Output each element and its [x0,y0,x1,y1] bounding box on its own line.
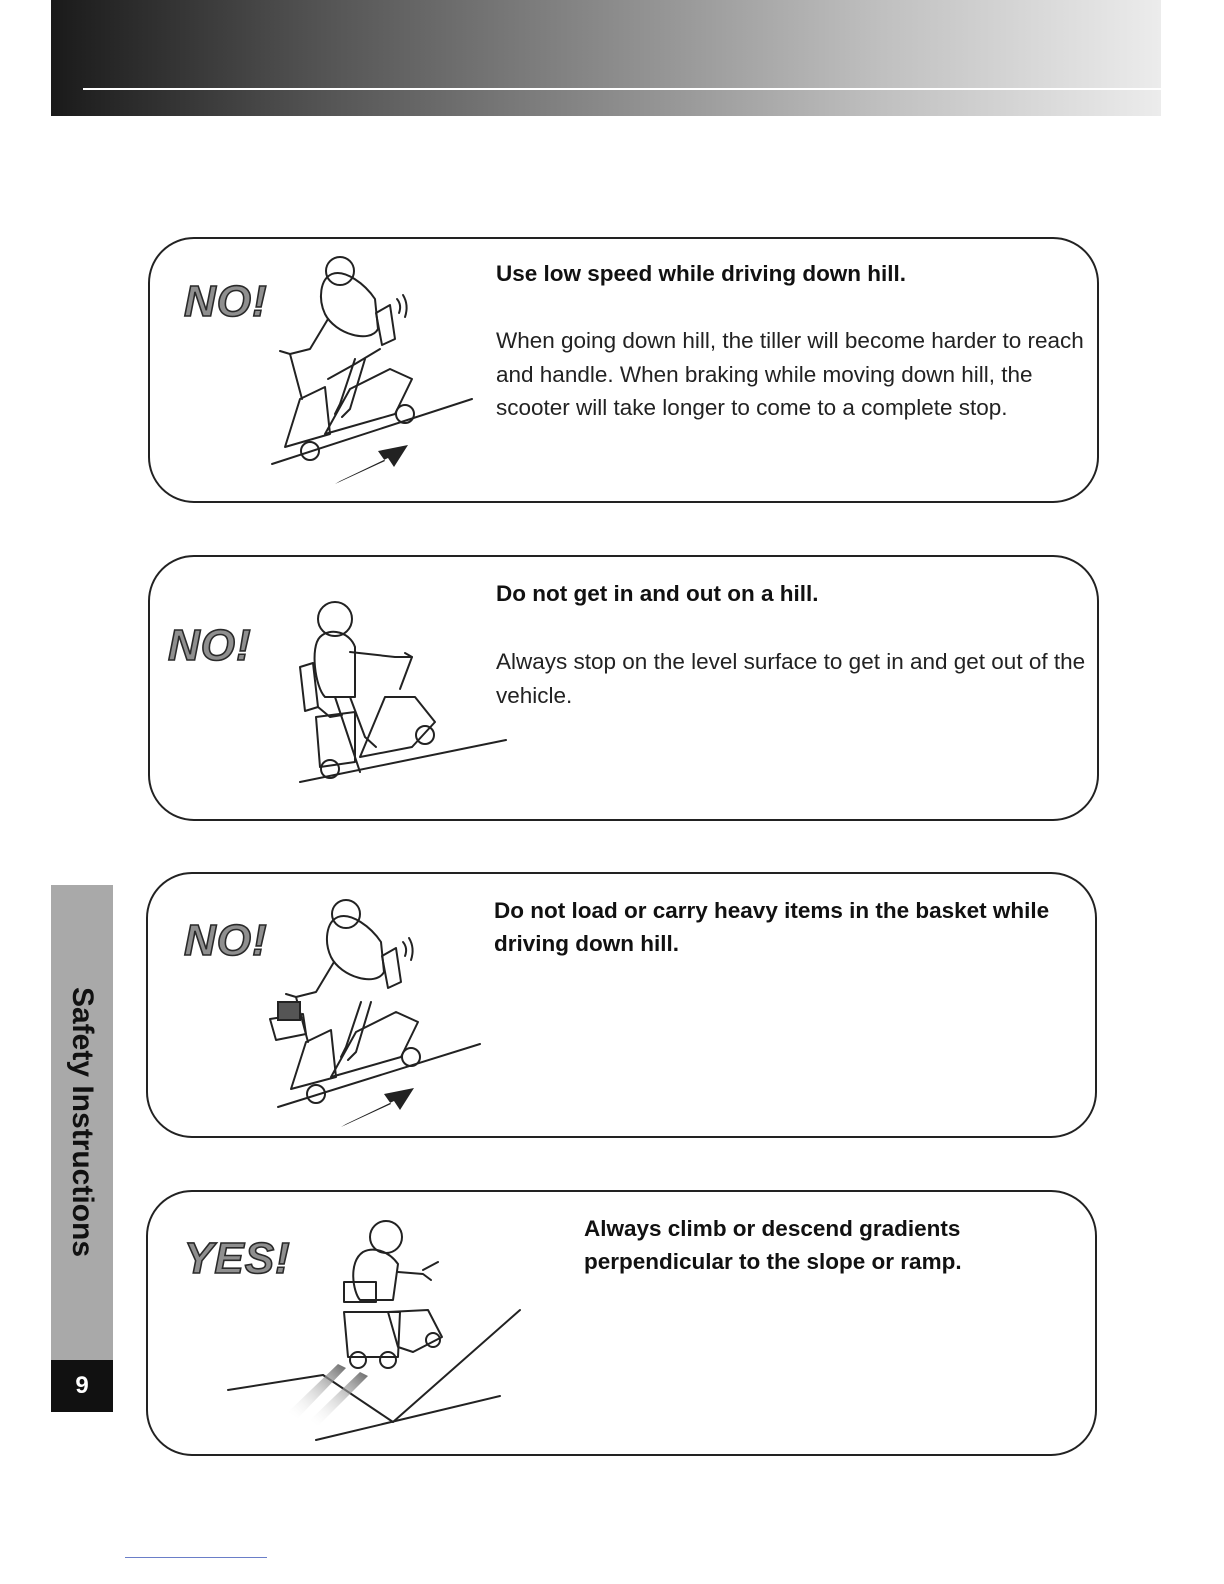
page-number: 9 [51,1360,113,1412]
card-title: Do not load or carry heavy items in the basket while driving down hill. [494,898,1050,956]
instruction-card-4 [146,1190,1097,1456]
verdict-label: NO! [184,916,268,965]
footer-line [125,1557,267,1558]
instruction-card-1 [148,237,1099,503]
section-tab-label: Safety Instructions [66,986,99,1258]
verdict-label: NO! [184,277,268,326]
instruction-card-3 [146,872,1097,1138]
scooter-basket-downhill-illustration [148,874,488,1136]
scooter-perpendicular-ramp-illustration [148,1192,568,1454]
scooter-hill-exit-illustration [150,557,510,819]
header-band [51,0,1161,116]
card-body: When going down hill, the tiller will become harder to reach and handle. When braking while moving down hill, the scooter will take longer to come to a complete stop. [496,328,1084,420]
header-rule [83,88,1161,90]
verdict-label: NO! [168,621,252,670]
instruction-card-2 [148,555,1099,821]
card-title: Use low speed while driving down hill. [496,261,907,286]
card-title: Do not get in and out on a hill. [496,581,819,606]
verdict-label: YES! [184,1234,291,1283]
card-body: Always stop on the level surface to get in and get out of the vehicle. [496,649,1086,708]
card-title: Always climb or descend gradients perpendicular to the slope or ramp. [584,1216,962,1274]
